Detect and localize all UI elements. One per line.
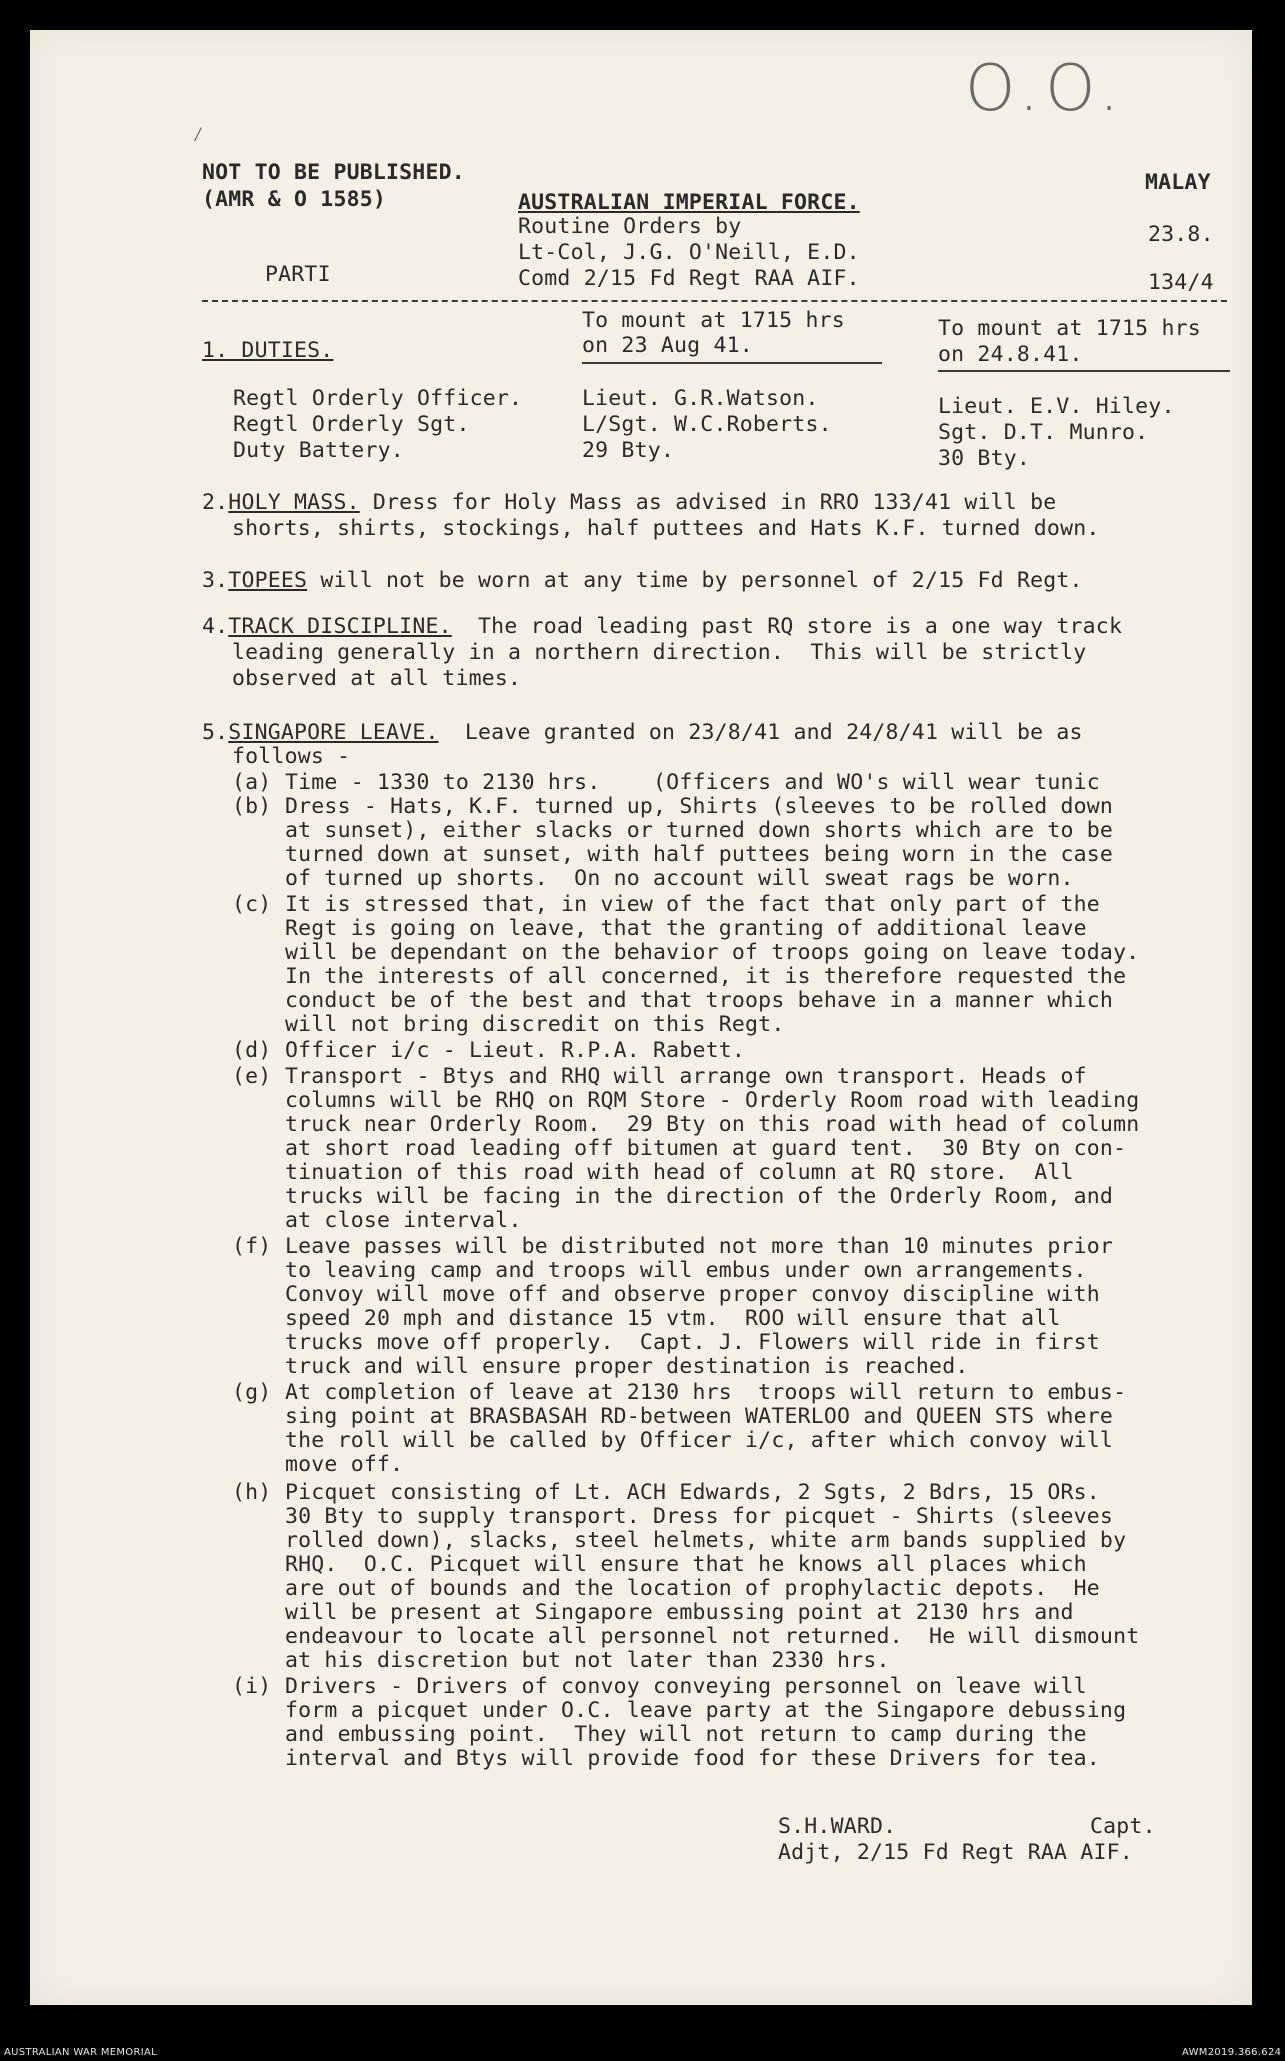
signature-name: S.H.WARD. — [778, 1814, 897, 1839]
para-title: SINGAPORE LEAVE. — [228, 720, 439, 745]
duties-col1-head2: on 23 Aug 41. — [582, 333, 753, 358]
sub-item-tag: (f) — [232, 1234, 272, 1259]
sub-item-line: the roll will be called by Officer i/c, after which convoy will — [285, 1428, 1114, 1453]
duty-role: Regtl Orderly Sgt. — [233, 412, 470, 437]
para-track-discipline — [202, 614, 1122, 639]
sub-item-line: columns will be RHQ on RQM Store - Orderly Room road with leading — [285, 1088, 1140, 1113]
sub-item-tag: (h) — [232, 1480, 272, 1505]
sub-item-line: Leave passes will be distributed not more than 10 minutes prior — [285, 1234, 1114, 1259]
sub-item-line: RHQ. O.C. Picquet will ensure that he knows all places which — [285, 1552, 1087, 1577]
header-not-to-be-published: NOT TO BE PUBLISHED. — [202, 160, 465, 185]
sub-item-line: Convoy will move off and observe proper convoy discipline with — [285, 1282, 1100, 1307]
sub-item-line: speed 20 mph and distance 15 vtm. ROO will ensure that all — [285, 1306, 1061, 1331]
para-number: 5. — [202, 720, 229, 745]
sub-item-line: will not bring discredit on this Regt. — [285, 1012, 785, 1037]
sub-item-line: Regt is going on leave, that the granting of additional leave — [285, 916, 1087, 941]
duty-today: L/Sgt. W.C.Roberts. — [582, 412, 832, 437]
sub-item-line: conduct be of the best and that troops behave in a manner which — [285, 988, 1114, 1013]
para-line: leading generally in a northern direction. This will be strictly — [232, 640, 1087, 665]
header-commander: Lt-Col, J.G. O'Neill, E.D. — [518, 240, 860, 265]
signature-appointment: Adjt, 2/15 Fd Regt RAA AIF. — [778, 1840, 1133, 1865]
para-line: Dress for Holy Mass as advised in RRO 133/41 will be — [359, 490, 1057, 515]
para-line: Leave granted on 23/8/41 and 24/8/41 will be as — [438, 720, 1083, 745]
sub-item-line: Transport - Btys and RHQ will arrange own transport. Heads of — [285, 1064, 1087, 1089]
duties-col2-head2: on 24.8.41. — [938, 342, 1083, 367]
sub-item-line: at sunset), either slacks or turned down shorts which are to be — [285, 818, 1114, 843]
sub-item-tag: (b) — [232, 794, 272, 819]
document-page — [30, 30, 1252, 2005]
sub-item-line: It is stressed that, in view of the fact that only part of the — [285, 892, 1100, 917]
sub-item-line: endeavour to locate all personnel not returned. He will dismount — [285, 1624, 1140, 1649]
sub-item-line: interval and Btys will provide food for these Drivers for tea. — [285, 1746, 1100, 1771]
duty-today: 29 Bty. — [582, 438, 675, 463]
para-number: 3. — [202, 568, 229, 593]
sub-item-line: Dress - Hats, K.F. turned up, Shirts (sleeves to be rolled down — [285, 794, 1114, 819]
duty-role: Duty Battery. — [233, 438, 404, 463]
sub-item-line: at close interval. — [285, 1208, 522, 1233]
sub-item-line: truck and will ensure proper destination is reached. — [285, 1354, 969, 1379]
para-number: 4. — [202, 614, 229, 639]
header-order-number: 134/4 — [1148, 270, 1214, 295]
header-divider — [202, 300, 1227, 302]
sub-item-line: In the interests of all concerned, it is therefore requested the — [285, 964, 1127, 989]
sub-item-line: truck near Orderly Room. 29 Bty on this road with head of column — [285, 1112, 1140, 1137]
footer-institution: AUSTRALIAN WAR MEMORIAL — [4, 2047, 157, 2058]
header-location: MALAY — [1145, 170, 1211, 195]
header-part: PARTI — [265, 262, 331, 287]
duty-today: Lieut. G.R.Watson. — [582, 386, 819, 411]
duty-tomorrow: Sgt. D.T. Munro. — [938, 420, 1149, 445]
sub-item-line: 30 Bty to supply transport. Dress for picquet - Shirts (sleeves — [285, 1504, 1114, 1529]
duties-col2-head1: To mount at 1715 hrs — [938, 316, 1201, 341]
header-date: 23.8. — [1148, 222, 1214, 247]
para-topees — [202, 568, 1083, 593]
para-title: TOPEES — [228, 568, 308, 593]
sub-item-tag: (g) — [232, 1380, 272, 1405]
sub-item-line: sing point at BRASBASAH RD-between WATERLOO and QUEEN STS where — [285, 1404, 1114, 1429]
sub-item-line: At completion of leave at 2130 hrs troops will return to embus- — [285, 1380, 1127, 1405]
para-holy-mass — [202, 490, 1056, 515]
para-title: TRACK DISCIPLINE. — [228, 614, 452, 639]
duty-tomorrow: Lieut. E.V. Hiley. — [938, 394, 1175, 419]
para-line: shorts, shirts, stockings, half puttees and Hats K.F. turned down. — [232, 516, 1100, 541]
duty-role: Regtl Orderly Officer. — [233, 386, 523, 411]
duties-col1-head1: To mount at 1715 hrs — [582, 308, 845, 333]
header-routine-orders: Routine Orders by — [518, 214, 742, 239]
sub-item-line: to leaving camp and troops will embus under own arrangements. — [285, 1258, 1087, 1283]
sub-item-line: turned down at sunset, with half puttees being worn in the case — [285, 842, 1114, 867]
header-amr-ref: (AMR & O 1585) — [202, 187, 387, 212]
duties-col1-underline — [582, 362, 882, 364]
sub-item-line: will be present at Singapore embussing point at 2130 hrs and — [285, 1600, 1074, 1625]
sub-item-tag: (d) — [232, 1038, 272, 1063]
sub-item-line: rolled down), slacks, steel helmets, white arm bands supplied by — [285, 1528, 1127, 1553]
sub-item-line: Time - 1330 to 2130 hrs. (Officers and WO's will wear tunic — [285, 770, 1100, 795]
header-command-unit: Comd 2/15 Fd Regt RAA AIF. — [518, 266, 860, 291]
sub-item-tag: (e) — [232, 1064, 272, 1089]
sub-item-line: will be dependant on the behavior of troops going on leave today. — [285, 940, 1140, 965]
para-line: will not be worn at any time by personnel of 2/15 Fd Regt. — [307, 568, 1083, 593]
duties-col2-underline — [938, 370, 1230, 372]
para-title: HOLY MASS. — [228, 490, 360, 515]
para-line: The road leading past RQ store is a one way track — [451, 614, 1123, 639]
sub-item-line: at short road leading off bitumen at guard tent. 30 Bty on con- — [285, 1136, 1127, 1161]
sub-item-line: Picquet consisting of Lt. ACH Edwards, 2 Sgts, 2 Bdrs, 15 ORs. — [285, 1480, 1100, 1505]
sub-item-tag: (c) — [232, 892, 272, 917]
sub-item-line: move off. — [285, 1452, 404, 1477]
sub-item-tag: (i) — [232, 1674, 272, 1699]
sub-item-line: at his discretion but not later than 2330 hrs. — [285, 1648, 890, 1673]
sub-item-line: Officer i/c - Lieut. R.P.A. Rabett. — [285, 1038, 746, 1063]
duty-tomorrow: 30 Bty. — [938, 446, 1031, 471]
sub-item-line: and embussing point. They will not return to camp during the — [285, 1722, 1087, 1747]
sub-item-line: form a picquet under O.C. leave party at the Singapore debussing — [285, 1698, 1127, 1723]
sub-item-tag: (a) — [232, 770, 272, 795]
pencil-tick-mark: ⁄ — [192, 122, 205, 146]
para-singapore-leave — [202, 720, 1083, 745]
sub-item-line: trucks will be facing in the direction of the Orderly Room, and — [285, 1184, 1114, 1209]
sub-item-line: tinuation of this road with head of column at RQ store. All — [285, 1160, 1074, 1185]
para-line: observed at all times. — [232, 666, 522, 691]
sub-item-line: Drivers - Drivers of convoy conveying personnel on leave will — [285, 1674, 1087, 1699]
header-force-title: AUSTRALIAN IMPERIAL FORCE. — [518, 190, 860, 215]
sub-item-line: trucks move off properly. Capt. J. Flowers will ride in first — [285, 1330, 1100, 1355]
para-line: follows - — [232, 744, 351, 769]
sub-item-line: are out of bounds and the location of prophylactic depots. He — [285, 1576, 1100, 1601]
handwritten-mark: O.O. — [965, 52, 1126, 126]
para-number: 2. — [202, 490, 229, 515]
footer-accession-number: AWM2019.366.624 — [1182, 2047, 1282, 2058]
signature-rank: Capt. — [1090, 1814, 1156, 1839]
duties-label: 1. DUTIES. — [202, 338, 334, 363]
sub-item-line: of turned up shorts. On no account will sweat rags be worn. — [285, 866, 1074, 891]
